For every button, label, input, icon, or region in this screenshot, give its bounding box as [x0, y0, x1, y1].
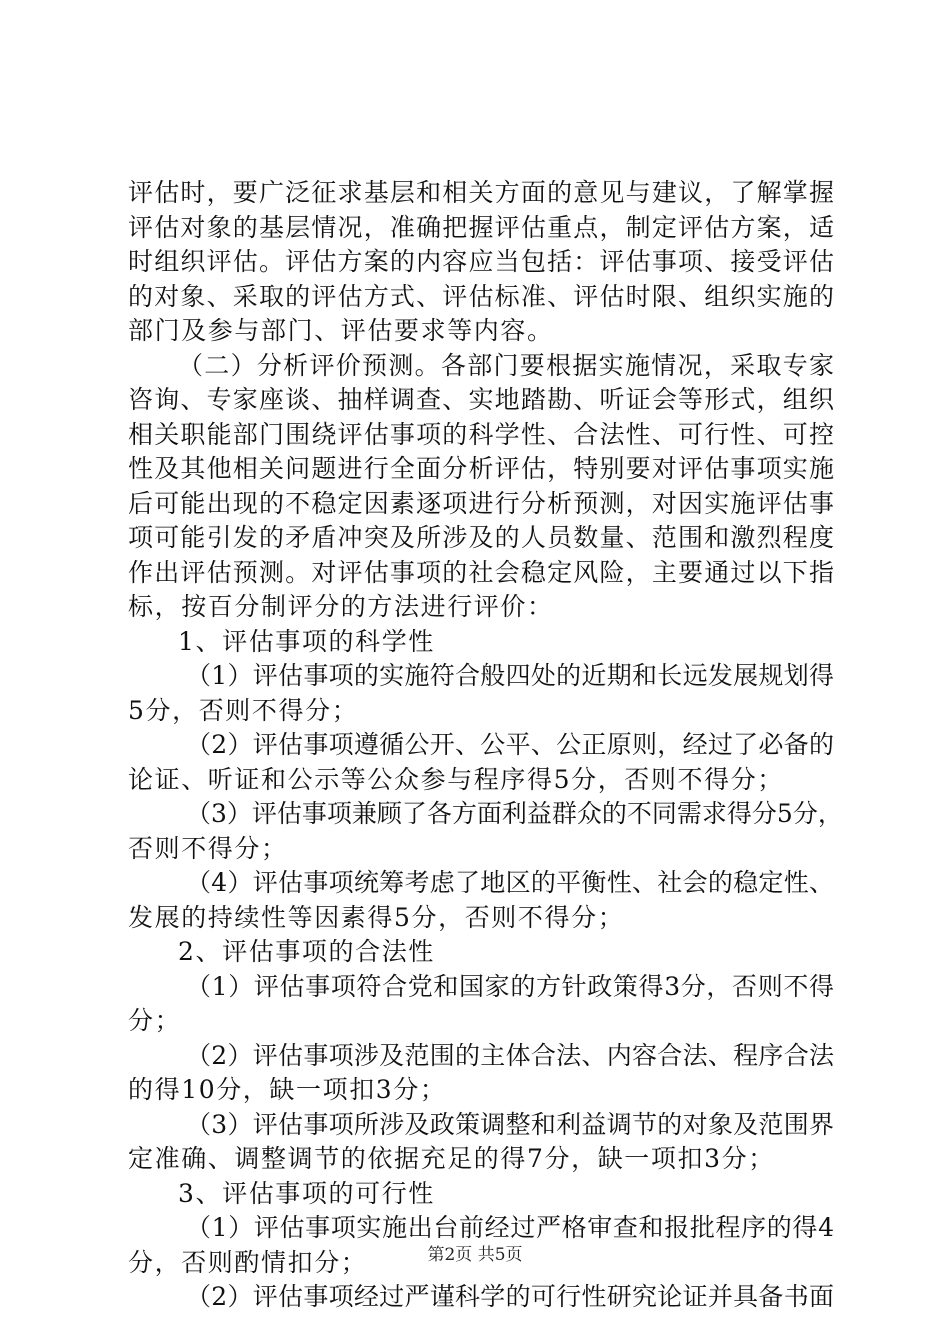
body-line: 分； [128, 1006, 182, 1035]
body-line: 后可能出现的不稳定因素逐项进行分析预测，对因实施评估事 [128, 488, 834, 518]
list-item: （4）评估事项统筹考虑了地区的平衡性、社会的稳定性、 [186, 868, 834, 897]
subheading-legality: 2、评估事项的合法性 [178, 937, 435, 966]
body-line: 标，按百分制评分的方法进行评价： [128, 592, 554, 621]
body-line: 分，否则酌情扣分； [128, 1247, 368, 1277]
body-line: 性及其他相关问题进行全面分析评估，特别要对评估事项实施 [128, 454, 834, 483]
list-item: （1）评估事项实施出台前经过严格审查和报批程序的得4 [186, 1213, 834, 1242]
body-line: 的对象、采取的评估方式、评估标准、评估时限、组织实施的 [128, 281, 834, 311]
list-item: （1）评估事项的实施符合般四处的近期和长远发展规划得 [186, 661, 834, 690]
body-line: 的得10分，缺一项扣3分； [128, 1075, 447, 1104]
body-line: 发展的持续性等因素得5分，否则不得分； [128, 902, 625, 932]
body-line: 时组织评估。评估方案的内容应当包括：评估事项、接受评估 [128, 247, 834, 276]
body-line: 部门及参与部门、评估要求等内容。 [128, 316, 554, 345]
body-line: 作出评估预测。对评估事项的社会稳定风险，主要通过以下指 [128, 557, 834, 587]
body-line: 定准确、调整调节的依据充足的得7分，缺一项扣3分； [128, 1144, 775, 1173]
body-line: 评估时，要广泛征求基层和相关方面的意见与建议，了解掌握 [128, 178, 834, 207]
list-item: （2）评估事项涉及范围的主体合法、内容合法、程序合法 [186, 1040, 834, 1070]
subheading-feasibility: 3、评估事项的可行性 [178, 1178, 435, 1208]
body-line: 论证、听证和公示等公众参与程序得5分，否则不得分； [128, 764, 784, 794]
subheading-scientific: 1、评估事项的科学性 [178, 626, 435, 656]
list-item: （2）评估事项遵循公开、公平、公正原则，经过了必备的 [186, 730, 834, 759]
body-line: 5分，否则不得分； [128, 695, 359, 725]
document-body [128, 176, 843, 1315]
body-line: 评估对象的基层情况，准确把握评估重点，制定评估方案，适 [128, 212, 834, 242]
list-item: （2）评估事项经过严谨科学的可行性研究论证并具备书面 [186, 1282, 834, 1311]
body-line: 咨询、专家座谈、抽样调查、实地踏勘、听证会等形式，组织 [128, 385, 834, 414]
list-item: （1）评估事项符合党和国家的方针政策得3分，否则不得 [186, 971, 834, 1001]
body-line: 否则不得分； [128, 833, 288, 863]
page-number-footer: 第2页 共5页 [427, 1245, 523, 1265]
body-line: 相关职能部门围绕评估事项的科学性、合法性、可行性、可控 [128, 419, 834, 449]
section-heading-analysis: （二）分析评价预测。各部门要根据实施情况，采取专家 [178, 350, 834, 380]
body-line: 项可能引发的矛盾冲突及所涉及的人员数量、范围和激烈程度 [128, 523, 834, 552]
list-item: （3）评估事项所涉及政策调整和利益调节的对象及范围界 [186, 1109, 834, 1139]
list-item: （3）评估事项兼顾了各方面利益群众的不同需求得分5分， [186, 799, 843, 828]
